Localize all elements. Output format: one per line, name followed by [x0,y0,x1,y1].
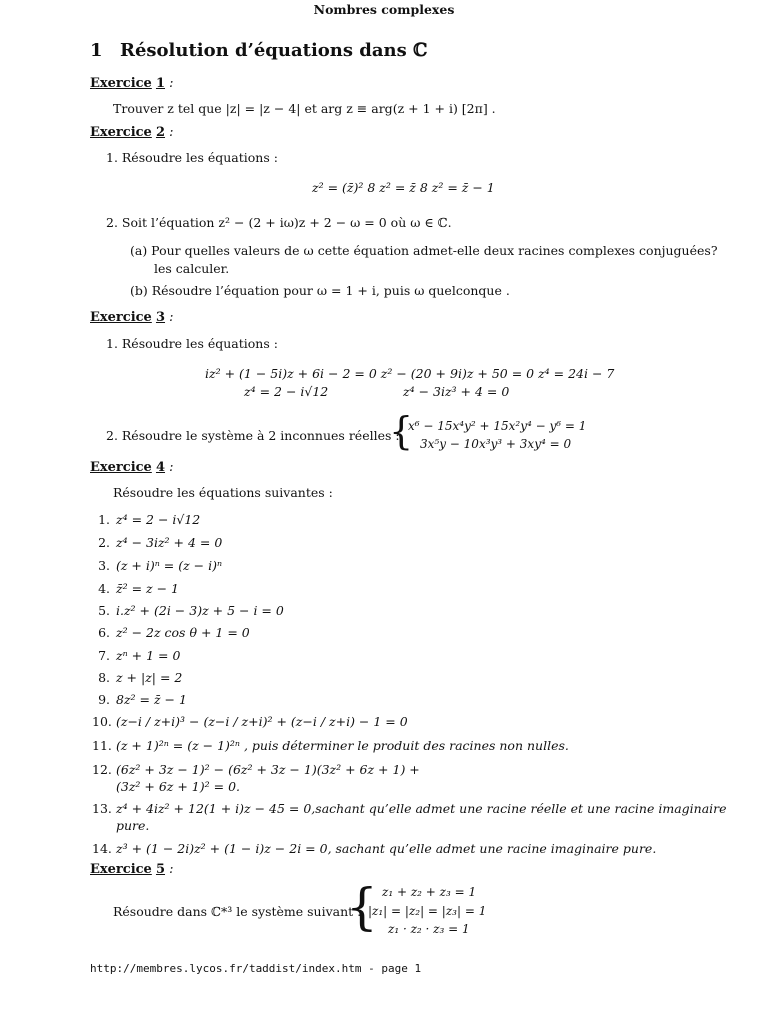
list-item-number: 14. [92,841,112,856]
list-item-number: 8. [98,670,110,685]
list-item-number: 10. [92,714,112,729]
list-item-number: 2. [98,535,110,550]
list-item-equation: z⁴ = 2 − i√12 [116,512,201,527]
list-item-number: 9. [98,692,110,707]
page-header: Nombres complexes [313,2,455,17]
list-item [92,532,222,551]
list-item-number: 7. [98,648,110,663]
list-item-number: 11. [92,738,112,753]
ex3-item2: 2. Résoudre le système à 2 inconnues réelles : [106,428,400,443]
ex2-item2a-cont: les calculer. [154,261,230,276]
exercise-colon: : [169,862,174,877]
exercise-number: 5 [155,862,166,877]
exercise-label: Exercice [90,125,152,140]
list-item [92,735,569,754]
exercise-1-text: Trouver z tel que |z| = |z − 4| et arg z ≡ arg(z + 1 + i) [2π] . [113,101,496,116]
list-item-number: 12. [92,762,112,777]
ex3-system-eq1: x⁶ − 15x⁴y² + 15x²y⁴ − y⁶ = 1 [408,419,587,433]
list-item-equation: zⁿ + 1 = 0 [116,648,181,663]
system-brace: { [389,409,414,453]
exercise-colon: : [169,76,174,91]
exercise-label: Exercice [90,862,152,877]
list-item-equation: z² − 2z cos θ + 1 = 0 [116,625,250,640]
exercise-colon: : [169,460,174,475]
exercise-colon: : [169,310,174,325]
list-item-number: 13. [92,801,112,816]
list-item-equation: i.z² + (2i − 3)z + 5 − i = 0 [116,603,284,618]
list-item [92,798,727,817]
list-item [92,555,222,574]
ex3-equations-row1: iz² + (1 − 5i)z + 6i − 2 = 0 z² − (20 + 9i)z + 50 = 0 z⁴ = 24i − 7 [205,366,615,381]
list-item-number: 1. [98,512,110,527]
ex2-item2: 2. Soit l’équation z² − (2 + iω)z + 2 − ω = 0 où ω ∈ ℂ. [106,215,452,230]
list-item-equation: (3z² + 6z + 1)² = 0. [116,779,240,794]
list-item-equation: (z−i / z+i)³ − (z−i / z+i)² + (z−i / z+i) − 1 = 0 [116,714,408,729]
exercise-number: 4 [155,460,166,475]
list-item-equation: (z + 1)²ⁿ = (z − 1)²ⁿ , puis déterminer le produit des racines non nulles. [116,738,569,753]
list-item-number: 4. [98,581,110,596]
list-item [92,776,240,795]
exercise-label: Exercice [90,310,152,325]
list-item-number: 3. [98,558,110,573]
ex3-equation-row2a: z⁴ = 2 − i√12 [244,384,329,399]
exercise-number: 2 [155,125,166,140]
list-item-number: 5. [98,603,110,618]
exercise-colon: : [169,125,174,140]
exercise-5-heading [90,862,174,877]
list-item-equation: z³ + (1 − 2i)z² + (1 − i)z − 2i = 0, sachant qu’elle admet une racine imaginaire pure. [116,841,657,856]
exercise-3-heading [90,310,174,325]
list-item-equation: (6z² + 3z − 1)² − (6z² + 3z − 1)(3z² + 6z + 1) + [116,762,420,777]
list-item [92,509,200,528]
system-brace: { [346,878,378,936]
page-footer-url: http://membres.lycos.fr/taddist/index.htm - page 1 [90,962,422,975]
list-item-equation: 8z² = z̄ − 1 [116,692,187,707]
ex3-system-eq2: 3x⁵y − 10x³y³ + 3xy⁴ = 0 [420,437,572,451]
list-item-equation: pure. [116,818,150,833]
exercise-label: Exercice [90,460,152,475]
exercise-number: 1 [155,76,166,91]
section-title [90,40,427,61]
list-item-equation: z̄² = z − 1 [116,581,179,596]
ex3-item1: 1. Résoudre les équations : [106,336,278,351]
list-item [92,815,149,834]
list-item [92,689,187,708]
ex3-equation-row2b: z⁴ − 3iz³ + 4 = 0 [403,384,510,399]
exercise-1-heading [90,76,174,91]
section-text: Résolution d’équations dans ℂ [120,40,428,61]
list-item [92,711,408,730]
ex5-system-eq2: |z₁| = |z₂| = |z₃| = 1 [368,904,487,918]
list-item-equation: z⁴ + 4iz² + 12(1 + i)z − 45 = 0,sachant qu’elle admet une racine réelle et une racine imaginaire [116,801,727,816]
list-item [92,622,250,641]
ex5-system-eq3: z₁ · z₂ · z₃ = 1 [388,922,470,936]
ex5-text: Résoudre dans ℂ*³ le système suivant : [113,904,362,919]
list-item-equation: (z + i)ⁿ = (z − i)ⁿ [116,558,223,573]
list-item [92,667,182,686]
list-item-equation: z⁴ − 3iz² + 4 = 0 [116,535,223,550]
list-item [92,838,656,857]
ex2-item1: 1. Résoudre les équations : [106,150,278,165]
exercise-2-heading [90,125,174,140]
list-item [92,600,284,619]
exercise-label: Exercice [90,76,152,91]
list-item-number: 6. [98,625,110,640]
ex2-item2b: (b) Résoudre l’équation pour ω = 1 + i, puis ω quelconque . [130,283,510,298]
section-number: 1 [90,40,103,61]
list-item [92,578,179,597]
ex5-system-eq1: z₁ + z₂ + z₃ = 1 [382,885,477,899]
ex4-intro: Résoudre les équations suivantes : [113,485,333,500]
exercise-4-heading [90,460,174,475]
list-item [92,645,180,664]
exercise-number: 3 [155,310,166,325]
ex2-item1-equations: z² = (z̄)² 8 z² = z̄ 8 z² = z̄ − 1 [312,180,495,195]
ex2-item2a: (a) Pour quelles valeurs de ω cette équation admet-elle deux racines complexes conjuguées? [130,243,718,258]
list-item-equation: z + |z| = 2 [116,670,183,685]
